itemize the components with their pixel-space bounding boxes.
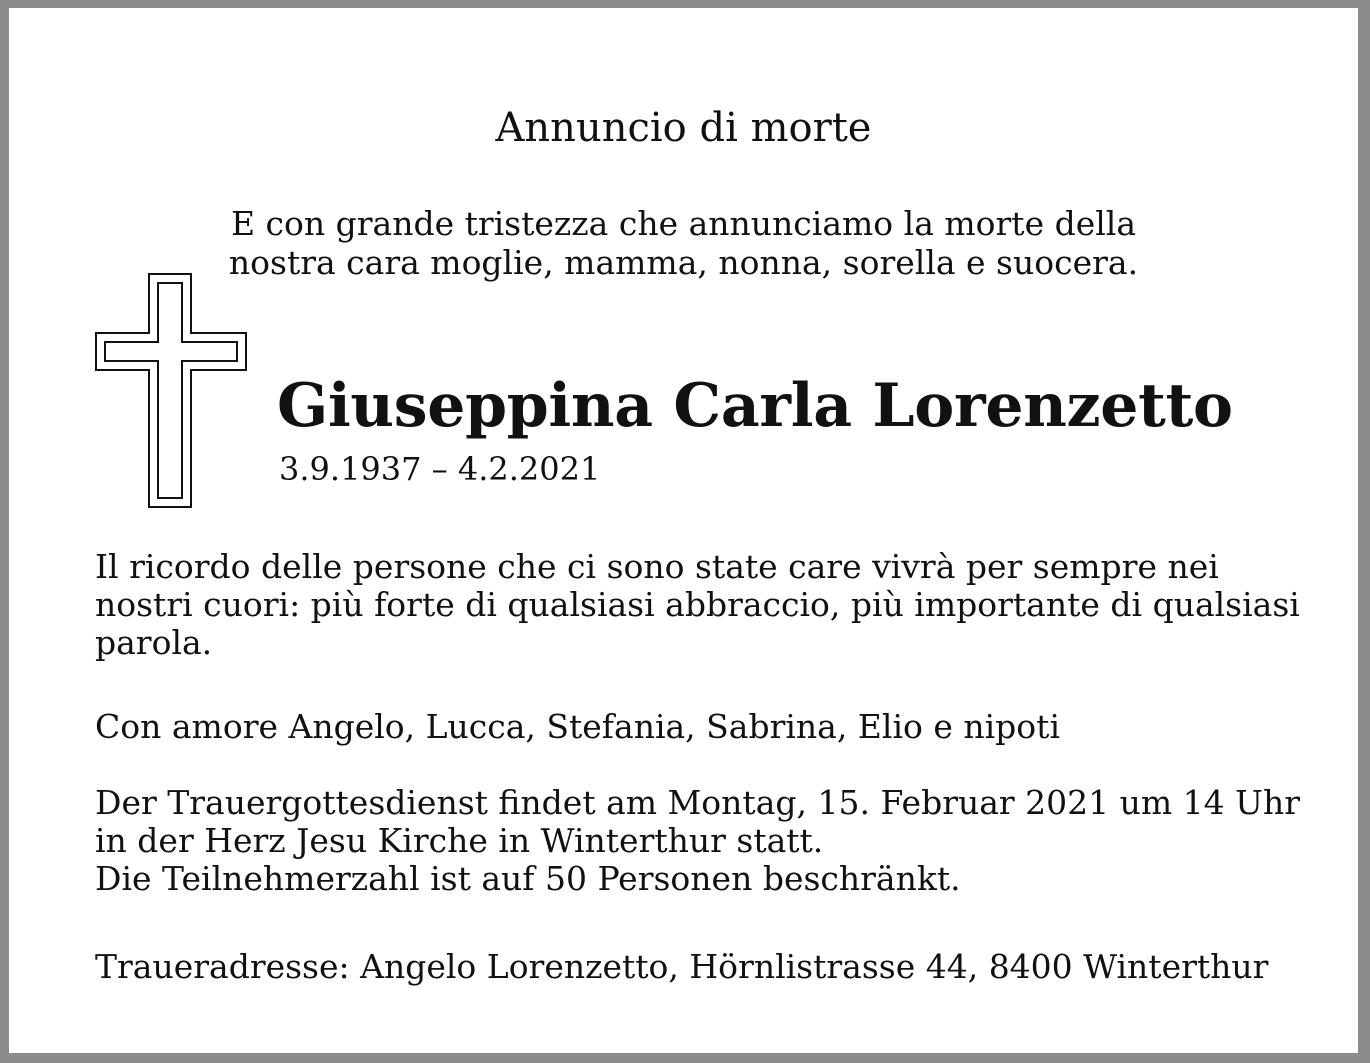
memory-paragraph: [95, 547, 1300, 662]
service-line: in der Herz Jesu Kirche in Winterthur statt.: [95, 821, 824, 860]
page-title: Annuncio di morte: [495, 105, 872, 151]
life-dates: 3.9.1937 – 4.2.2021: [279, 450, 601, 488]
cross-icon: [95, 273, 247, 509]
deceased-name: Giuseppina Carla Lorenzetto: [277, 371, 1233, 441]
memory-line: Il ricordo delle persone che ci sono state care vivrà per sempre nei: [95, 547, 1219, 586]
memory-line: nostri cuori: più forte di qualsiasi abbraccio, più importante di qualsiasi: [95, 585, 1300, 624]
memory-line: parola.: [95, 623, 213, 662]
intro-line: nostra cara moglie, mamma, nonna, sorella e suocera.: [228, 243, 1139, 282]
service-line: Die Teilnehmerzahl ist auf 50 Personen beschränkt.: [95, 859, 961, 898]
family-signature: Con amore Angelo, Lucca, Stefania, Sabrina, Elio e nipoti: [95, 707, 1060, 746]
service-paragraph: [95, 783, 1300, 898]
mourning-address: Traueradresse: Angelo Lorenzetto, Hörnlistrasse 44, 8400 Winterthur: [95, 947, 1269, 986]
service-line: Der Trauergottesdienst findet am Montag, 15. Februar 2021 um 14 Uhr: [95, 783, 1300, 822]
obituary-page: [9, 8, 1358, 1053]
intro-text: [9, 204, 1358, 282]
intro-line: E con grande tristezza che annunciamo la morte della: [230, 204, 1137, 243]
